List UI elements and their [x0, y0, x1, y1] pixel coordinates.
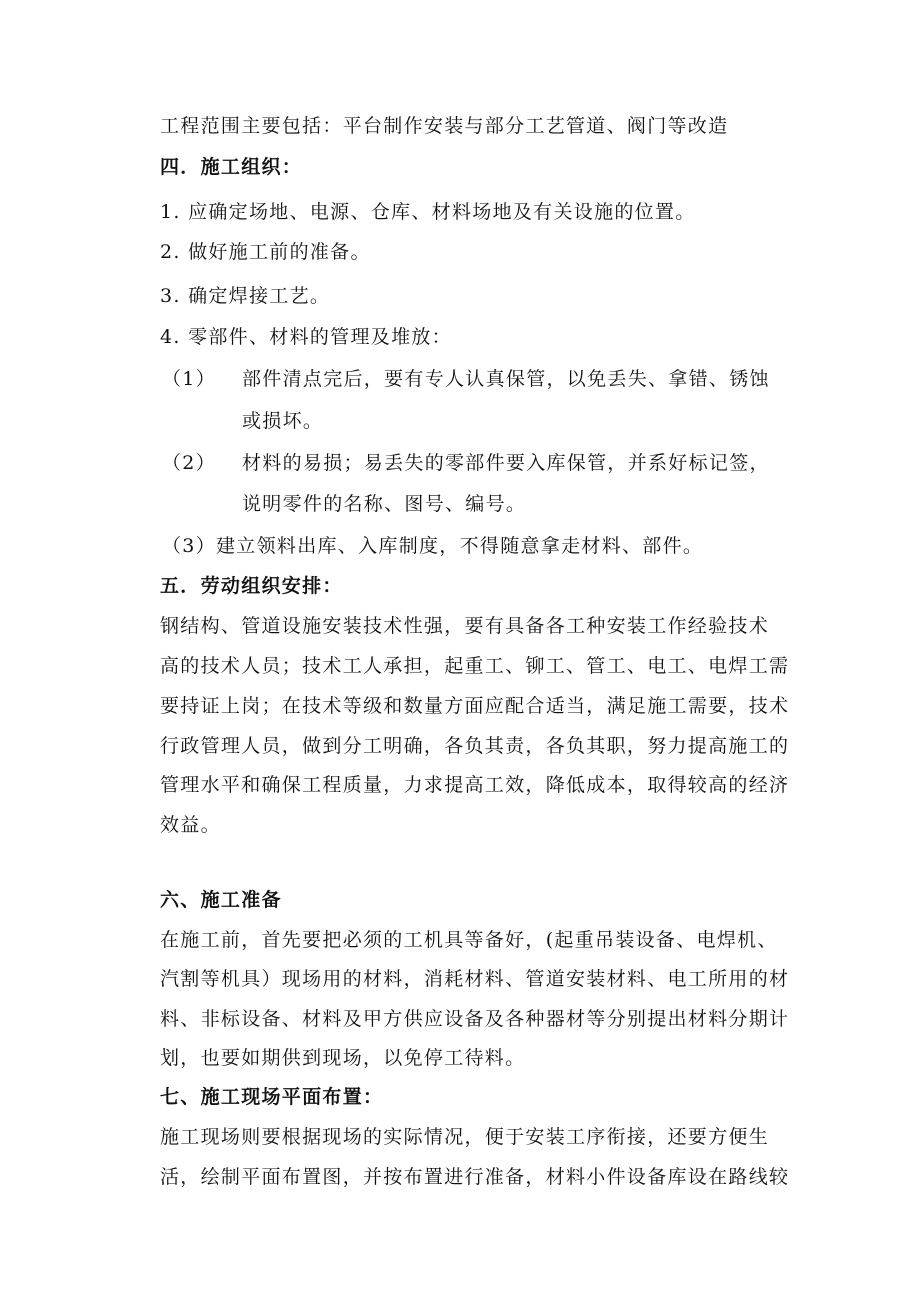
section-6-line: 划，也要如期供到现场，以免停工待料。: [160, 1047, 526, 1069]
section-5-line: 管理水平和确保工程质量，力求提高工效，降低成本，取得较高的经济: [160, 774, 790, 796]
section-4-item-1: 1. 应确定场地、电源、仓库、材料场地及有关设施的位置。: [160, 201, 696, 223]
sub-item-2-line-2: 说明零件的名称、图号、编号。: [242, 493, 527, 515]
section-5-line: 高的技术人员；技术工人承担，起重工、铆工、管工、电工、电焊工需: [160, 655, 790, 677]
section-6-line: 料、非标设备、材料及甲方供应设备及各种器材等分别提出材料分期计: [160, 1008, 790, 1030]
section-4-item-4: 4. 零部件、材料的管理及堆放：: [160, 326, 452, 348]
section-7-line: 施工现场则要根据现场的实际情况，便于安装工序衔接，还要方便生: [160, 1126, 770, 1148]
sub-item-1-line-2: 或损坏。: [242, 410, 324, 432]
section-5-line: 钢结构、管道设施安装技术性强，要有具备各工种安装工作经验技术: [160, 615, 770, 637]
section-4-item-2: 2. 做好施工前的准备。: [160, 241, 371, 263]
sub-item-1-line-1: 部件清点完后，要有专人认真保管，以免丢失、拿错、锈蚀: [242, 368, 770, 390]
section-5-line: 要持证上岗；在技术等级和数量方面应配合适当，满足施工需要，技术: [160, 695, 790, 717]
section-4-heading: 四．施工组织：: [160, 156, 303, 178]
sub-item-2-line-1: 材料的易损；易丢失的零部件要入库保管，并系好标记签，: [242, 452, 770, 474]
sub-item-3: （3）建立领料出库、入库制度，不得随意拿走材料、部件。: [162, 535, 704, 557]
section-5-line: 效益。: [160, 814, 221, 836]
sub-item-1-marker: （1）: [162, 368, 216, 390]
section-5-line: 行政管理人员，做到分工明确，各负其责，各负其职，努力提高施工的: [160, 735, 790, 757]
section-7-line: 活，绘制平面布置图，并按布置进行准备，材料小件设备库设在路线较: [160, 1166, 790, 1188]
section-6-line: 汽割等机具）现场用的材料，消耗材料、管道安装材料、电工所用的材: [160, 968, 790, 990]
section-6-line: 在施工前，首先要把必须的工机具等备好，(起重吊装设备、电焊机、: [160, 929, 778, 951]
scope-line: 工程范围主要包括：平台制作安装与部分工艺管道、阀门等改造: [160, 115, 729, 137]
sub-item-2-marker: （2）: [162, 452, 216, 474]
section-7-heading: 七、施工现场平面布置：: [160, 1086, 384, 1108]
section-6-heading: 六、施工准备: [160, 889, 282, 911]
section-5-heading: 五．劳动组织安排：: [160, 575, 343, 597]
section-4-item-3: 3. 确定焊接工艺。: [160, 285, 331, 307]
